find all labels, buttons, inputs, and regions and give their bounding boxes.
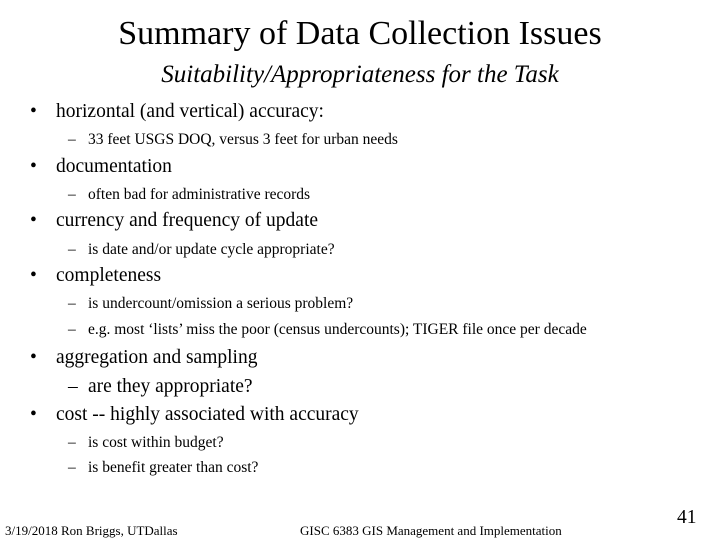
dash-marker: – (68, 376, 78, 397)
bullet-marker: • (30, 210, 37, 231)
dash-marker: – (68, 434, 76, 451)
bullet-marker: • (30, 265, 37, 286)
sub-bullet-text: is cost within budget? (88, 434, 224, 451)
bullet-item (30, 209, 318, 233)
sub-bullet-item (68, 130, 398, 150)
sub-bullet-text: is undercount/omission a serious problem? (88, 295, 354, 312)
sub-bullet-item (68, 375, 253, 399)
dash-marker: – (68, 321, 76, 338)
page-number: 41 (677, 507, 697, 528)
bullet-item (30, 100, 324, 124)
bullet-text: aggregation and sampling (56, 347, 258, 368)
sub-bullet-text: is date and/or update cycle appropriate? (88, 241, 335, 258)
sub-bullet-item (68, 294, 353, 314)
bullet-marker: • (30, 101, 37, 122)
dash-marker: – (68, 186, 76, 203)
dash-marker: – (68, 131, 76, 148)
sub-bullet-text: are they appropriate? (88, 376, 253, 397)
sub-bullet-text: is benefit greater than cost? (88, 459, 259, 476)
sub-bullet-text: e.g. most ‘lists’ miss the poor (census undercounts); TIGER file once per decade (88, 321, 587, 338)
sub-bullet-text: 33 feet USGS DOQ, versus 3 feet for urban needs (88, 131, 398, 148)
footer-course: GISC 6383 GIS Management and Implementation (300, 523, 562, 538)
bullet-text: completeness (56, 265, 162, 286)
dash-marker: – (68, 459, 76, 476)
bullet-marker: • (30, 347, 37, 368)
bullet-item (30, 264, 161, 288)
bullet-item (30, 403, 359, 427)
sub-bullet-text: often bad for administrative records (88, 186, 311, 203)
bullet-text: horizontal (and vertical) accuracy: (56, 101, 324, 122)
dash-marker: – (68, 241, 76, 258)
sub-bullet-item (68, 240, 335, 260)
bullet-text: cost -- highly associated with accuracy (56, 404, 359, 425)
slide-title: Summary of Data Collection Issues (118, 15, 602, 52)
bullet-text: documentation (56, 156, 172, 177)
slide-subtitle: Suitability/Appropriateness for the Task (161, 61, 559, 88)
sub-bullet-item (68, 185, 310, 205)
sub-bullet-item (68, 320, 587, 340)
dash-marker: – (68, 295, 76, 312)
sub-bullet-item (68, 433, 224, 453)
bullet-text: currency and frequency of update (56, 210, 319, 231)
footer-date-author: 3/19/2018 Ron Briggs, UTDallas (5, 523, 178, 538)
bullet-item (30, 346, 257, 370)
bullet-item (30, 155, 172, 179)
bullet-marker: • (30, 156, 37, 177)
bullet-marker: • (30, 404, 37, 425)
sub-bullet-item (68, 458, 258, 478)
